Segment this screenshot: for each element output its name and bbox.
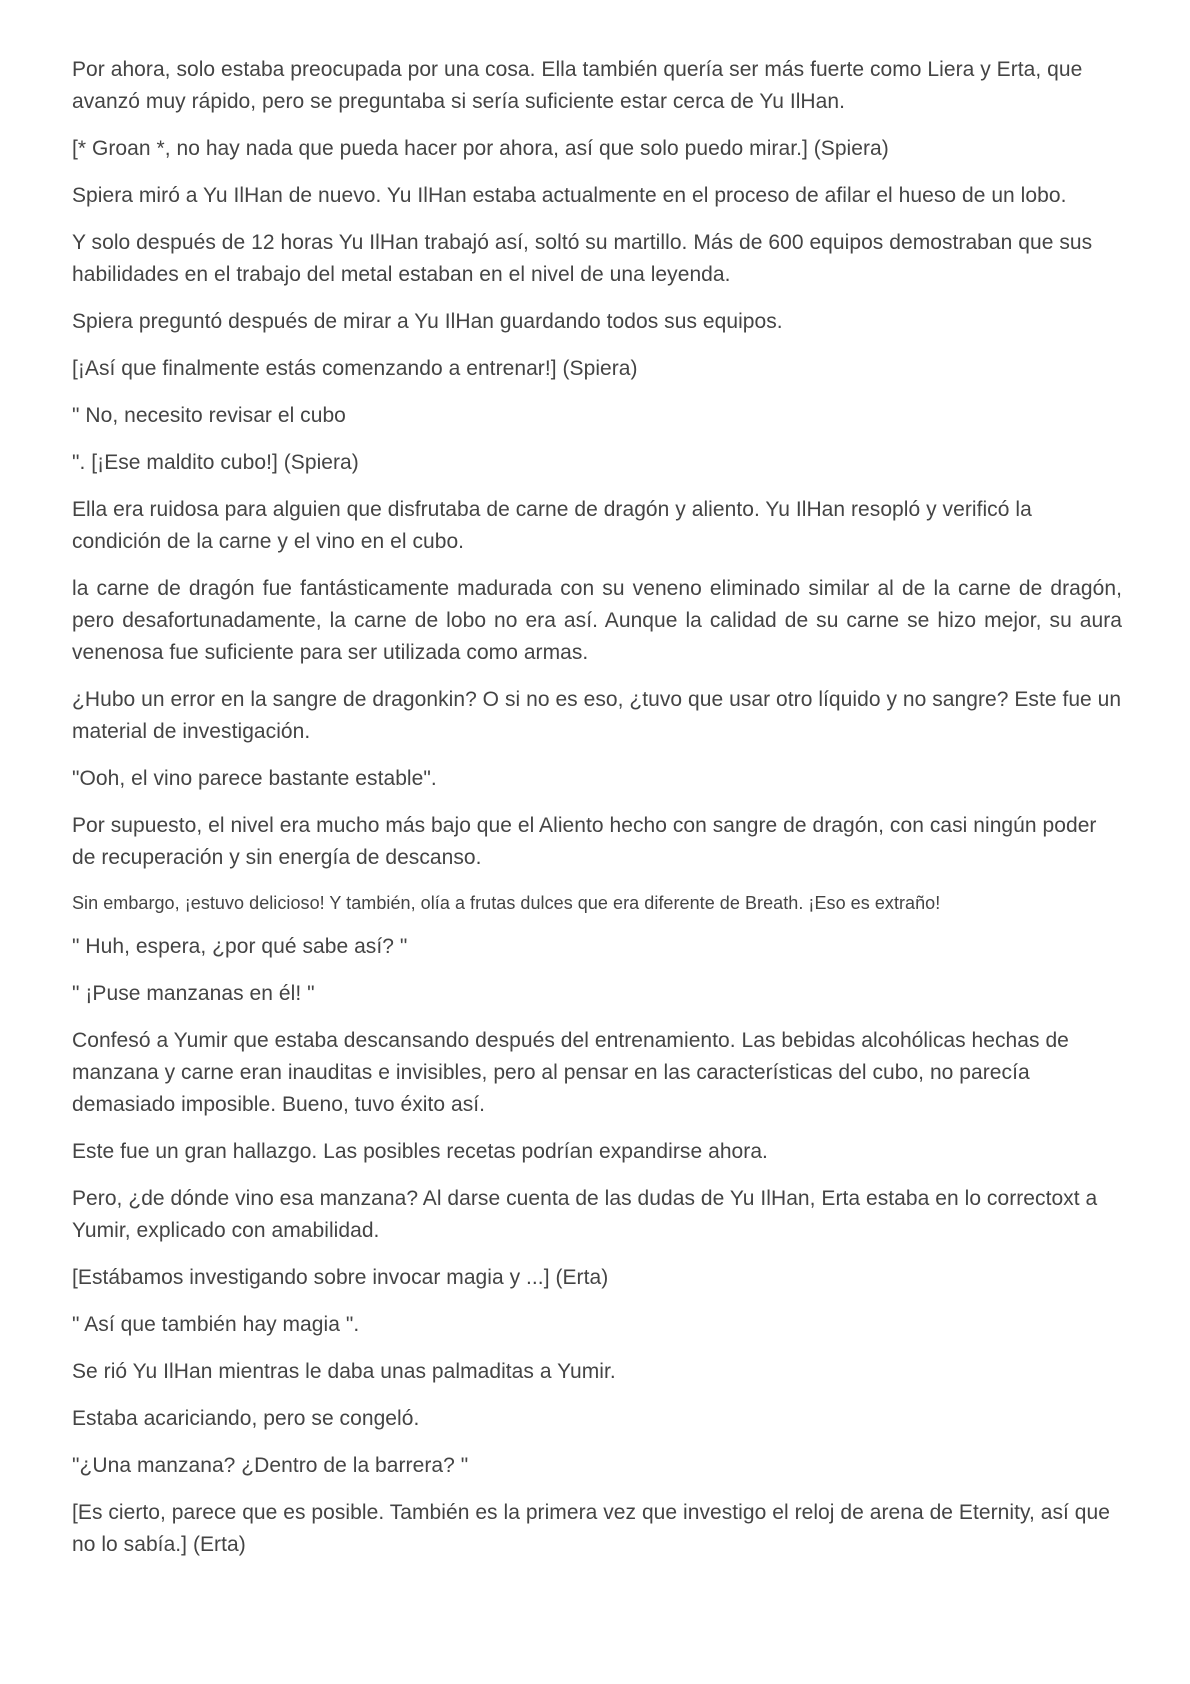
paragraph-3: Spiera miró a Yu IlHan de nuevo. Yu IlHan estaba actualmente en el proceso de afilar el hueso de un lobo. [72,184,1067,207]
paragraph-8: ". [¡Ese maldito cubo!] (Spiera) [72,451,359,474]
paragraph-14: Sin embargo, ¡estuvo delicioso! Y también, olía a frutas dulces que era diferente de Breath. ¡Eso es extraño! [72,893,941,913]
paragraph-12: "Ooh, el vino parece bastante estable". [72,767,437,790]
paragraph-18: Este fue un gran hallazgo. Las posibles recetas podrían expandirse ahora. [72,1140,768,1163]
paragraph-6: [¡Así que finalmente estás comenzando a entrenar!] (Spiera) [72,357,638,380]
paragraph-23: Estaba acariciando, pero se congeló. [72,1407,420,1430]
paragraph-17: Confesó a Yumir que estaba descansando después del entrenamiento. Las bebidas alcohólicas hechas de manzana y carne eran inauditas e invisibles, pero al pensar en las características del cubo, no parecía demasiado imposible. Bueno, tuvo éxito así. [72,1029,1069,1116]
paragraph-13: Por supuesto, el nivel era mucho más bajo que el Aliento hecho con sangre de dragón, con casi ningún poder de recuperación y sin energía de descanso. [72,814,1097,869]
document-page [72,54,1122,1576]
paragraph-11: ¿Hubo un error en la sangre de dragonkin? O si no es eso, ¿tuvo que usar otro líquido y no sangre? Este fue un material de investigación. [72,688,1122,743]
paragraph-10: la carne de dragón fue fantásticamente madurada con su veneno eliminado similar al de la carne de dragón, pero desafortunadamente, la carne de lobo no era así. Aunque la calidad de su carne se hizo mejor, su aura venenosa fue suficiente para ser utilizada como armas. [72,577,1122,664]
paragraph-7: " No, necesito revisar el cubo [72,404,346,427]
paragraph-24: "¿Una manzana? ¿Dentro de la barrera? " [72,1454,469,1477]
paragraph-5: Spiera preguntó después de mirar a Yu IlHan guardando todos sus equipos. [72,310,783,333]
paragraph-4: Y solo después de 12 horas Yu IlHan trabajó así, soltó su martillo. Más de 600 equipos demostraban que sus habilidades en el trabajo del metal estaban en el nivel de una leyenda. [72,231,1093,286]
paragraph-16: " ¡Puse manzanas en él! " [72,982,315,1005]
paragraph-22: Se rió Yu IlHan mientras le daba unas palmaditas a Yumir. [72,1360,616,1383]
paragraph-1: Por ahora, solo estaba preocupada por una cosa. Ella también quería ser más fuerte como Liera y Erta, que avanzó muy rápido, pero se preguntaba si sería suficiente estar cerca de Yu IlHan. [72,58,1083,113]
paragraph-15: " Huh, espera, ¿por qué sabe así? " [72,935,408,958]
paragraph-19: Pero, ¿de dónde vino esa manzana? Al darse cuenta de las dudas de Yu IlHan, Erta estaba en lo correctoxt a Yumir, explicado con amabilidad. [72,1187,1098,1242]
paragraph-2: [* Groan *, no hay nada que pueda hacer por ahora, así que solo puedo mirar.] (Spiera) [72,137,889,160]
paragraph-21: " Así que también hay magia ". [72,1313,360,1336]
paragraph-25: [Es cierto, parece que es posible. También es la primera vez que investigo el reloj de arena de Eternity, así que no lo sabía.] (Erta) [72,1501,1110,1556]
paragraph-20: [Estábamos investigando sobre invocar magia y ...] (Erta) [72,1266,609,1289]
paragraph-9: Ella era ruidosa para alguien que disfrutaba de carne de dragón y aliento. Yu IlHan resopló y verificó la condición de la carne y el vino en el cubo. [72,498,1032,553]
